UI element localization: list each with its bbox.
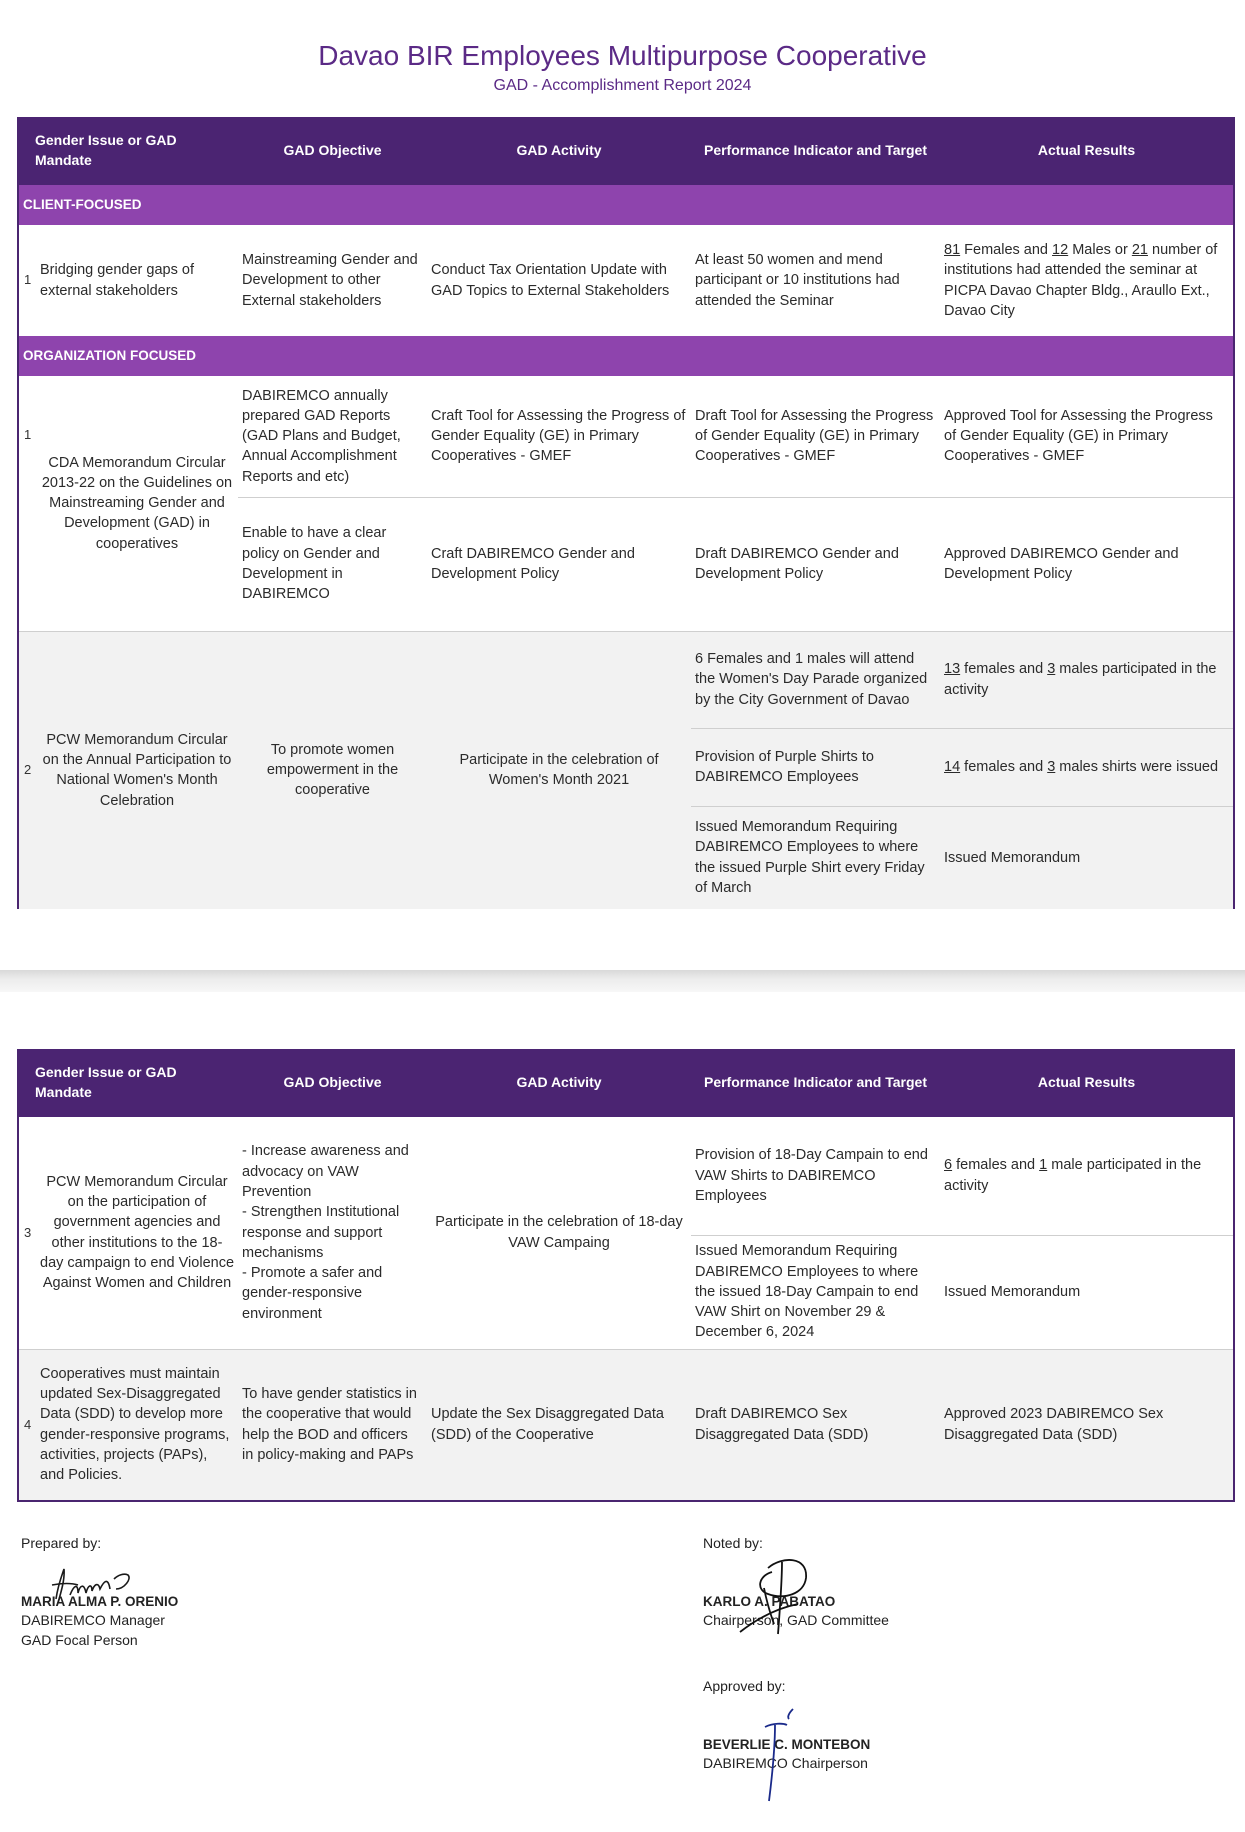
header-gad-activity: GAD Activity xyxy=(427,1049,691,1117)
header-performance-indicator: Performance Indicator and Target xyxy=(691,117,940,185)
result-text: females and xyxy=(960,758,1048,775)
objective-cell: DABIREMCO annually prepared GAD Reports (GAD Plans and Budget, Annual Accomplishment Reports and etc) xyxy=(242,387,401,485)
prepared-by-label: Prepared by: xyxy=(21,1535,102,1551)
table-row xyxy=(18,1349,1234,1501)
header-gad-objective: GAD Objective xyxy=(238,117,427,185)
gender-issue-cell: PCW Memorandum Circular on the Annual Participation to National Women's Month Celebration xyxy=(36,631,238,909)
activity-cell: Conduct Tax Orientation Update with GAD Topics to External Stakeholders xyxy=(431,262,670,299)
result-cell xyxy=(940,728,1234,806)
result-value: 14 xyxy=(944,758,961,775)
result-text: Males or xyxy=(1068,241,1132,258)
signature-prepared-by xyxy=(48,1555,138,1610)
header-actual-results: Actual Results xyxy=(940,1049,1234,1117)
table-row xyxy=(18,1117,1234,1235)
gad-table-page-2 xyxy=(17,1049,1235,1502)
result-cell xyxy=(940,1117,1234,1235)
table-header-row xyxy=(18,1049,1234,1117)
noted-by-label: Noted by: xyxy=(703,1535,763,1551)
indicator-cell: Issued Memorandum Requiring DABIREMCO Employees to where the issued Purple Shirt every Friday of March xyxy=(691,806,940,909)
table-row xyxy=(18,225,1234,336)
gender-issue-cell: Bridging gender gaps of external stakeholders xyxy=(40,262,194,299)
indicator-cell: Issued Memorandum Requiring DABIREMCO Employees to where the issued 18-Day Campain to end VAW Shirt on November 29 & December 6, 2024 xyxy=(691,1235,940,1349)
result-value: 1 xyxy=(1039,1157,1048,1174)
section-client-focused xyxy=(18,185,1234,225)
activity-cell: Update the Sex Disaggregated Data (SDD) of the Cooperative xyxy=(427,1349,691,1501)
indicator-cell: Draft DABIREMCO Sex Disaggregated Data (SDD) xyxy=(691,1349,940,1501)
result-text: Females and xyxy=(960,241,1053,258)
activity-cell: Participate in the celebration of Women's Month 2021 xyxy=(427,631,691,909)
row-number: 2 xyxy=(18,631,36,909)
report-subtitle: GAD - Accomplishment Report 2024 xyxy=(493,77,752,94)
activity-cell: Participate in the celebration of 18-day VAW Campaing xyxy=(435,1214,683,1251)
gender-issue-cell: Cooperatives must maintain updated Sex-Disaggregated Data (SDD) to develop more gender-responsive programs, activities, projects (PAPs), and Policies. xyxy=(36,1349,238,1501)
objective-line: - Promote a safer and gender-responsive environment xyxy=(242,1265,383,1322)
result-text: males shirts were issued xyxy=(1055,758,1219,775)
section-label: ORGANIZATION FOCUSED xyxy=(18,336,1234,376)
section-organization-focused xyxy=(18,336,1234,376)
objective-cell: Enable to have a clear policy on Gender and Development in DABIREMCO xyxy=(238,497,427,631)
result-cell: Approved DABIREMCO Gender and Development Policy xyxy=(940,497,1234,631)
objective-cell xyxy=(238,1117,427,1349)
approved-by-title: DABIREMCO Chairperson xyxy=(703,1755,868,1772)
result-text: females and xyxy=(952,1157,1040,1174)
gender-issue-cell: CDA Memorandum Circular 2013-22 on the Guidelines on Mainstreaming Gender and Development (GAD) in cooperatives xyxy=(41,454,233,552)
objective-cell: To promote women empowerment in the cooperative xyxy=(238,631,427,909)
indicator-cell: Provision of Purple Shirts to DABIREMCO Employees xyxy=(691,728,940,806)
indicator-cell: At least 50 women and mend participant or 10 institutions had attended the Seminar xyxy=(695,252,900,309)
gad-table-page-1 xyxy=(17,117,1235,909)
gender-issue-cell: PCW Memorandum Circular on the participation of government agencies and other institutions to the 18-day campaign to end Violence Against Women and Children xyxy=(40,1173,235,1292)
result-value: 81 xyxy=(944,241,961,258)
noted-by-name: KARLO A. PABATAO xyxy=(703,1593,836,1609)
objective-cell: To have gender statistics in the cooperative that would help the BOD and officers in policy-making and PAPs xyxy=(238,1349,427,1501)
prepared-by-name: MARIA ALMA P. ORENIO xyxy=(21,1593,179,1609)
indicator-cell: Provision of 18-Day Campain to end VAW Shirts to DABIREMCO Employees xyxy=(695,1147,928,1204)
result-value: 3 xyxy=(1047,758,1056,775)
result-text: male participated in the activity xyxy=(944,1157,1202,1194)
objective-cell: Mainstreaming Gender and Development to other External stakeholders xyxy=(242,252,418,309)
result-text: females and xyxy=(960,661,1048,678)
objective-line: - Increase awareness and advocacy on VAW Prevention xyxy=(242,1143,409,1200)
noted-by-title: Chairperson, GAD Committee xyxy=(703,1612,889,1629)
table-row xyxy=(18,376,1234,497)
result-cell: Approved Tool for Assessing the Progress of Gender Equality (GE) in Primary Cooperatives - GMEF xyxy=(944,407,1213,465)
row-number: 3 xyxy=(24,1224,32,1240)
signature-noted-by xyxy=(728,1548,828,1638)
row-number: 1 xyxy=(24,427,32,442)
result-cell: Approved 2023 DABIREMCO Sex Disaggregated Data (SDD) xyxy=(940,1349,1234,1501)
activity-cell: Craft Tool for Assessing the Progress of Gender Equality (GE) in Primary Cooperatives - GMEF xyxy=(431,407,686,465)
result-cell: Issued Memorandum xyxy=(940,1235,1234,1349)
report-title: Davao BIR Employees Multipurpose Cooperative xyxy=(318,40,927,71)
table-row xyxy=(18,631,1234,728)
row-number: 1 xyxy=(24,272,32,288)
result-cell xyxy=(940,225,1234,336)
indicator-cell: Draft DABIREMCO Gender and Development Policy xyxy=(691,497,940,631)
header-gad-activity: GAD Activity xyxy=(427,117,691,185)
result-cell: Issued Memorandum xyxy=(940,806,1234,909)
result-text: number of institutions had attended the seminar at PICPA Davao Chapter Bldg., Araullo Ext., Davao City xyxy=(944,241,1218,319)
result-value: 6 xyxy=(944,1157,953,1174)
result-value: 21 xyxy=(1131,241,1148,258)
result-cell xyxy=(940,631,1234,728)
activity-cell: Craft DABIREMCO Gender and Development Policy xyxy=(427,497,691,631)
prepared-by-title: GAD Focal Person xyxy=(21,1632,138,1649)
result-value: 3 xyxy=(1047,661,1056,678)
approved-by-name: BEVERLIE C. MONTEBON xyxy=(703,1736,871,1752)
table-header-row xyxy=(18,117,1234,185)
header-gender-issue: Gender Issue or GAD Mandate xyxy=(18,117,238,185)
objective-line: - Strengthen Institutional response and support mechanisms xyxy=(242,1204,400,1261)
section-label: CLIENT-FOCUSED xyxy=(18,185,1234,225)
prepared-by-title: DABIREMCO Manager xyxy=(21,1612,165,1629)
header-gad-objective: GAD Objective xyxy=(238,1049,427,1117)
page-break xyxy=(0,970,1245,992)
result-text: males participated in the activity xyxy=(944,661,1217,698)
header-actual-results: Actual Results xyxy=(940,117,1234,185)
header-gender-issue: Gender Issue or GAD Mandate xyxy=(18,1049,238,1117)
indicator-cell: Draft Tool for Assessing the Progress of Gender Equality (GE) in Primary Cooperatives - GMEF xyxy=(695,407,934,465)
approved-by-label: Approved by: xyxy=(703,1678,786,1694)
row-number: 4 xyxy=(18,1349,36,1501)
result-value: 13 xyxy=(944,661,961,678)
header-performance-indicator: Performance Indicator and Target xyxy=(691,1049,940,1117)
indicator-cell: 6 Females and 1 males will attend the Women's Day Parade organized by the City Government of Davao xyxy=(691,631,940,728)
result-value: 12 xyxy=(1052,241,1069,258)
signature-approved-by xyxy=(745,1705,815,1805)
